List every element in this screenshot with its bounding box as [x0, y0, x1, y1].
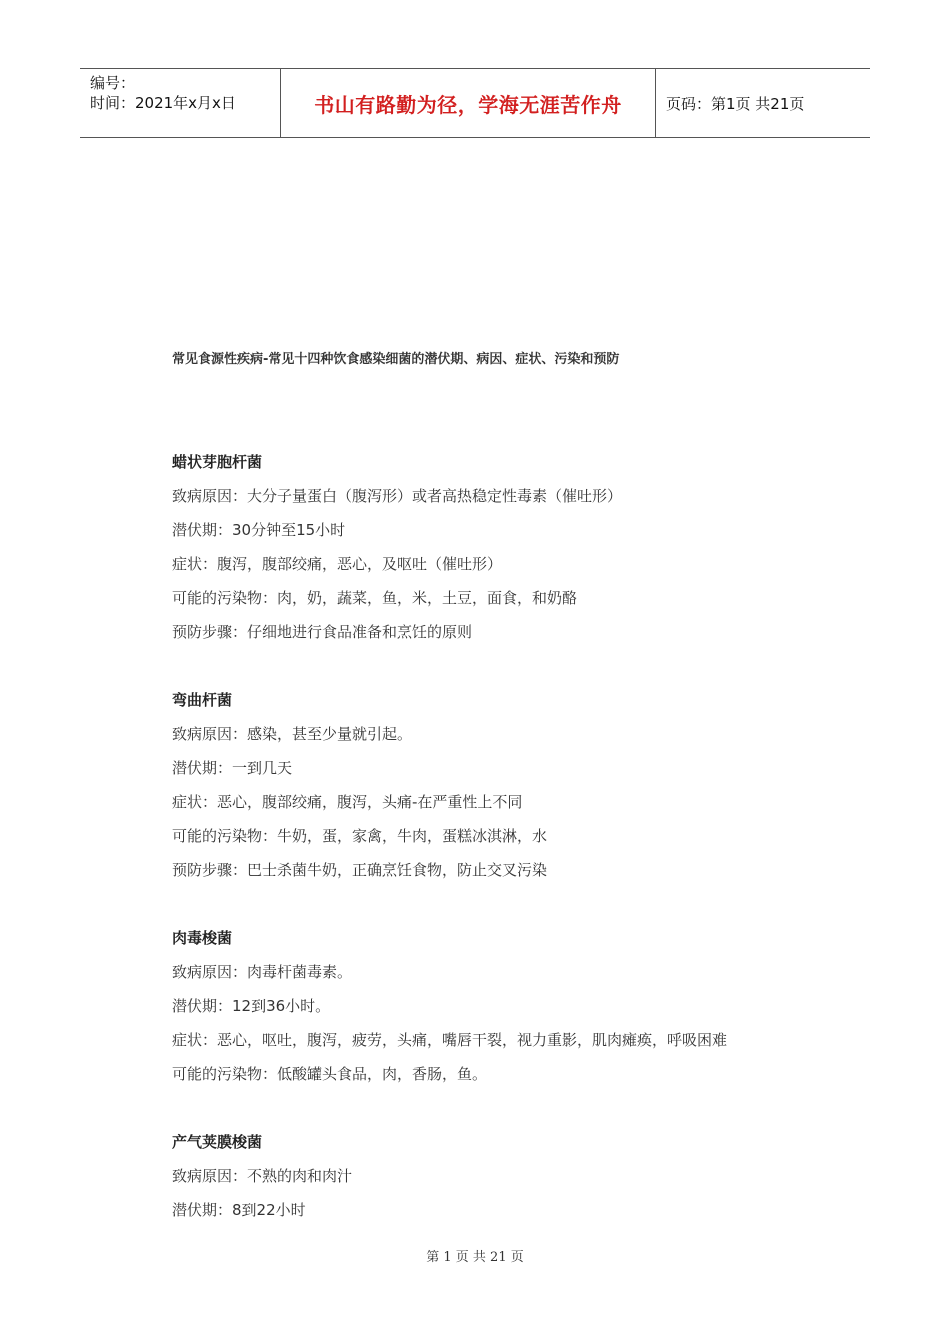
- section-campylobacter: [172, 688, 547, 892]
- header-page-info: 页码：第1页 共21页: [666, 94, 805, 113]
- section-line: 潜伏期：8到22小时: [172, 1201, 306, 1219]
- section-clostridium-perfringens: [172, 1130, 352, 1232]
- section-line: 潜伏期：12到36小时。: [172, 997, 331, 1015]
- section-title: 产气荚膜梭菌: [172, 1133, 263, 1151]
- section-line: 潜伏期：30分钟至15小时: [172, 521, 346, 539]
- section-line: 预防步骤：巴士杀菌牛奶，正确烹饪食物，防止交叉污染: [172, 861, 548, 879]
- section-bacillus-cereus: [172, 450, 622, 654]
- section-title: 弯曲杆菌: [172, 691, 233, 709]
- section-line: 可能的污染物：低酸罐头食品，肉，香肠，鱼。: [172, 1065, 488, 1083]
- document-number: 编号：: [90, 74, 136, 92]
- section-title: 肉毒梭菌: [172, 929, 233, 947]
- section-line: 致病原因：感染，甚至少量就引起。: [172, 725, 413, 743]
- page-header: [80, 68, 870, 138]
- section-clostridium-botulinum: [172, 926, 727, 1096]
- section-line: 预防步骤：仔细地进行食品准备和烹饪的原则: [172, 623, 473, 641]
- section-line: 致病原因：不熟的肉和肉汁: [172, 1167, 353, 1185]
- section-line: 潜伏期：一到几天: [172, 759, 293, 777]
- header-motto: 书山有路勤为径，学海无涯苦作舟: [280, 69, 656, 137]
- section-line: 症状：腹泻，腹部绞痛，恶心，及呕吐（催吐形）: [172, 555, 503, 573]
- section-line: 可能的污染物：肉，奶，蔬菜，鱼，米，土豆，面食，和奶酪: [172, 589, 578, 607]
- page-footer: 第 1 页 共 21 页: [426, 1250, 524, 1265]
- section-line: 症状：恶心，腹部绞痛，腹泻，头痛-在严重性上不同: [172, 793, 523, 811]
- section-title: 蜡状芽胞杆菌: [172, 453, 263, 471]
- section-line: 致病原因：大分子量蛋白（腹泻形）或者高热稳定性毒素（催吐形）: [172, 487, 623, 505]
- section-line: 可能的污染物：牛奶，蛋，家禽，牛肉，蛋糕冰淇淋，水: [172, 827, 548, 845]
- header-meta: [80, 69, 280, 137]
- document-title: 常见食源性疾病-常见十四种饮食感染细菌的潜伏期、病因、症状、污染和预防: [172, 352, 620, 367]
- section-line: 症状：恶心，呕吐，腹泻，疲劳，头痛，嘴唇干裂，视力重影，肌肉瘫痪，呼吸困难: [172, 1031, 728, 1049]
- document-date: 时间：2021年x月x日: [90, 94, 236, 112]
- section-line: 致病原因：肉毒杆菌毒素。: [172, 963, 353, 981]
